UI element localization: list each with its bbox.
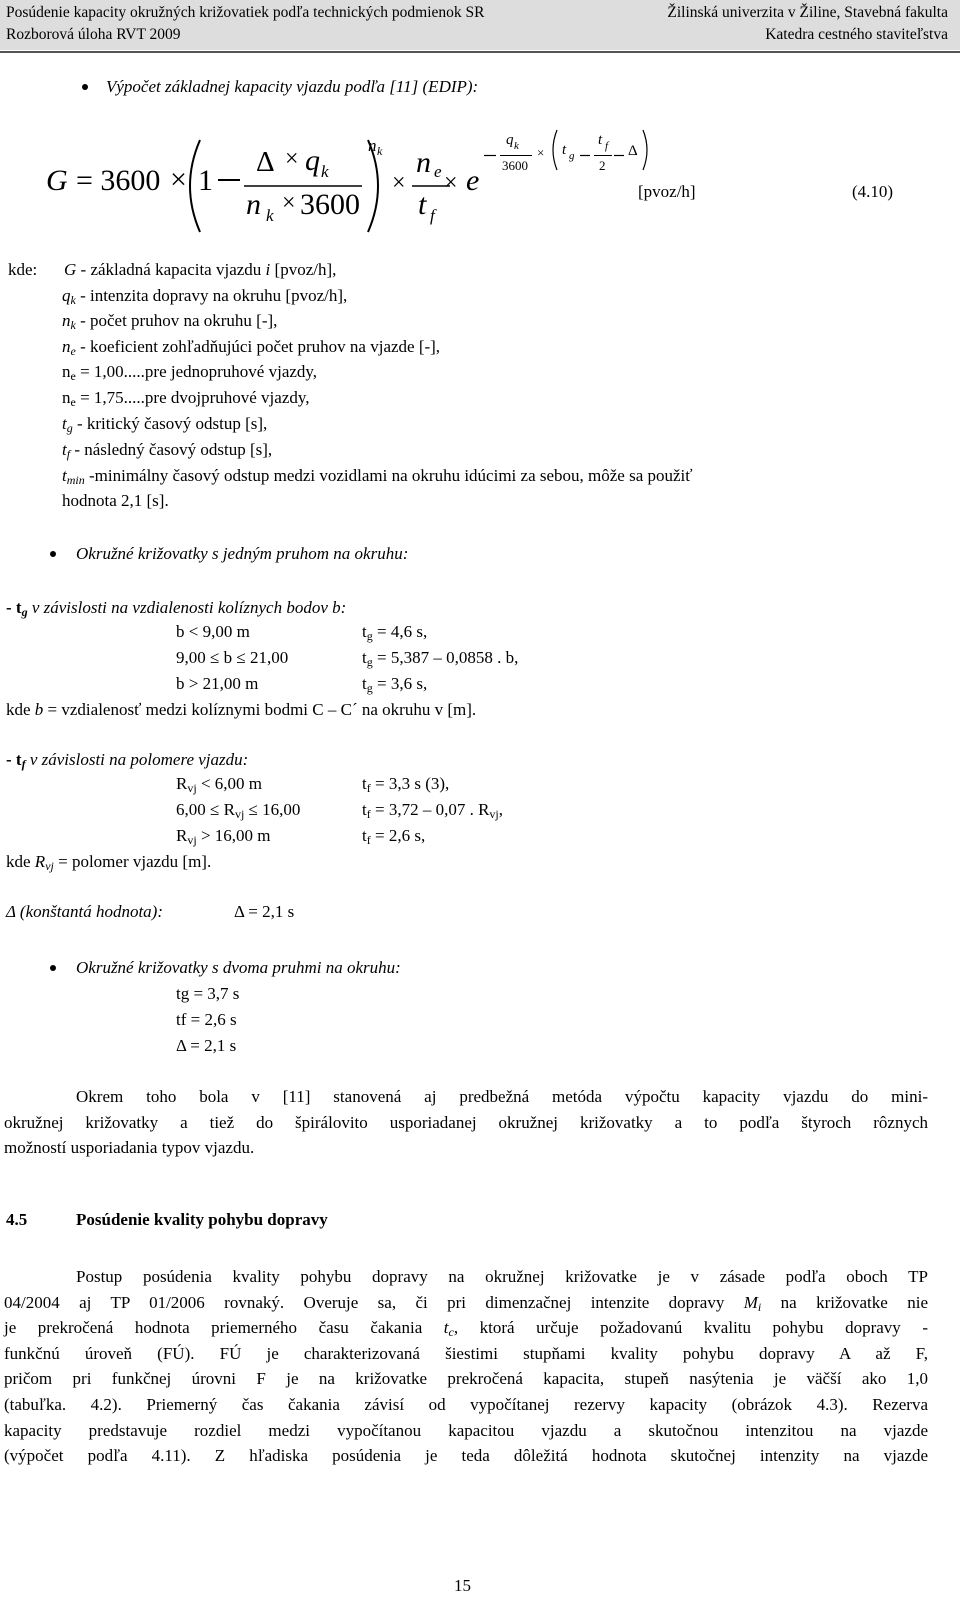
- header-rule: [0, 51, 960, 53]
- tg-row1-right: $t_g = 4,6$ s,: [362, 622, 428, 643]
- section-title: Posúdenie kvality pohybu dopravy: [76, 1210, 328, 1229]
- def-ne: $n_e$ - koeficient zohľadňujúci počet pruhov na vjazde [-],: [62, 337, 441, 358]
- two-lane-delta: Δ = 2,1 s: [176, 1036, 237, 1055]
- two-lane-tg: tg = 3,7 s: [176, 984, 240, 1003]
- kde-label: kde:: [8, 260, 38, 279]
- tf-section-title: - $t_f$ v závislosti na polomere vjazdu:: [6, 750, 249, 771]
- bullet-text-edip: Výpočet základnej kapacity vjazdu podľa [11] (EDIP):: [106, 77, 479, 96]
- formula-exp-tf-sub: f: [605, 140, 609, 152]
- formula-tf-sub: f: [430, 206, 435, 225]
- tg-row1-left: b < 9,00 m: [176, 622, 250, 641]
- minus-icon: [580, 154, 592, 157]
- formula-exp-2: 2: [599, 158, 606, 173]
- bullet-icon: [82, 84, 88, 90]
- minus-icon: [218, 178, 242, 182]
- formula-exp-q: q: [506, 132, 514, 148]
- header-right-line2: Katedra cestného staviteľstva: [765, 26, 948, 43]
- tg-kde: kde b = vzdialenosť medzi kolíznymi bodmi C – C´ na okruhu v [m].: [6, 700, 477, 719]
- formula-q-sub: k: [321, 162, 329, 181]
- def-tmin-cont: hodnota 2,1 [s].: [62, 491, 169, 510]
- paragraph-quality: [4, 1264, 928, 1469]
- two-lane-tf: tf = 2,6 s: [176, 1010, 237, 1029]
- tf-row3-left: $R_{vj} > 16,00$ m: [176, 826, 271, 847]
- tg-row2-left: 9,00 ≤ b ≤ 21,00: [176, 648, 289, 667]
- symbol-t: t: [443, 1318, 449, 1338]
- def-tmin: $t_{min}$ -minimálny časový odstup medzi vozidlami na okruhu idúcimi za sebou, môže sa použiť: [62, 466, 693, 487]
- formula-3600: 3600: [300, 188, 360, 221]
- fraction-bar-icon: [500, 154, 534, 157]
- formula-n: n: [246, 188, 261, 221]
- def-qk: $q_k$ - intenzita dopravy na okruhu [pvoz/h],: [62, 286, 348, 307]
- paragraph-line: Okrem toho bola v [11] stanovená aj predbežná metóda výpočtu kapacity vjazdu do mini-: [76, 1087, 928, 1106]
- paragraph-line: Postup posúdenia kvality pohybu dopravy na okružnej križovatke je v zásade podľa oboch TP: [76, 1267, 928, 1286]
- tf-row2-left: $6,00 \le R_{vj} \le 16,00$: [176, 800, 301, 821]
- formula-times-icon: ×: [282, 190, 296, 216]
- paragraph-line: je prekročená hodnota priemerného času čakania $t_c$, ktorá určuje požadovanú kvalitu pohybu dopravy -: [4, 1318, 929, 1340]
- tf-row1-left: $R_{vj} < 6,00$ m: [176, 774, 262, 795]
- paragraph-line: (tabuľka. 4.2). Priemerný čas čakania závisí od vypočítanej rezervy kapacity (obrázok 4.3). Rezerva: [4, 1394, 928, 1414]
- formula-times-icon: ×: [285, 146, 299, 172]
- paragraph-line: funkčnú úroveň (FÚ). FÚ je charakterizovaná šiestimi stupňami kvality pohybu dopravy A až F,: [4, 1343, 928, 1363]
- formula-exp-tf: t: [598, 132, 603, 148]
- tf-row3-right: $t_f = 2,6$ s,: [362, 826, 426, 847]
- header-right-line1: Žilinská univerzita v Žiline, Stavebná fakulta: [667, 4, 948, 21]
- tf-row2-right: $t_f = 3,72 - 0,07$ . $R_{vj}$,: [362, 800, 504, 821]
- def-ne-1: $n_e = 1,00.....pre$ jednopruhové vjazdy,: [62, 362, 318, 383]
- def-tg: $t_g$ - kritický časový odstup [s],: [62, 414, 268, 435]
- paragraph-line: (výpočet podľa 4.11). Z hľadiska posúdenia je teda dôležitá hodnota skutočnej intenzity na vjazde: [4, 1446, 928, 1466]
- page-header: [0, 0, 960, 50]
- formula-exp-3600: 3600: [502, 158, 528, 173]
- header-left-line2: Rozborová úloha RVT 2009: [6, 26, 181, 43]
- tf-row1-right: $t_f = 3,3$ s (3),: [362, 774, 450, 795]
- formula-exp-n: n: [368, 136, 377, 155]
- formula-ne-n: n: [416, 146, 431, 179]
- paragraph-line: možností usporiadania typov vjazdu.: [4, 1138, 255, 1158]
- tg-section-title: - $t_g$ v závislosti na vzdialenosti kolíznych bodov b:: [6, 598, 347, 619]
- bullet-text-two-lane: Okružné križovatky s dvoma pruhmi na okruhu:: [76, 958, 401, 977]
- bullet-icon: [50, 551, 56, 557]
- def-nk: $n_k$ - počet pruhov na okruhu [-],: [62, 311, 278, 332]
- formula-G: G: [46, 164, 68, 197]
- tg-row2-right: $t_g = 5,387 - 0,0858$ . b,: [362, 648, 519, 669]
- tg-row3-right: $t_g = 3,6$ s,: [362, 674, 428, 695]
- formula-one: 1: [198, 164, 213, 197]
- def-G: G - základná kapacita vjazdu i [pvoz/h],: [64, 260, 337, 279]
- formula-exp-n-sub: k: [377, 144, 383, 158]
- paragraph-line: pričom pri funkčnej úrovni F je na križovatke prekročená kapacita, stupeň nasýtenia je väčší ako 1,0: [4, 1369, 928, 1389]
- formula-exp-base: e: [466, 164, 480, 197]
- minus-icon: [614, 154, 626, 157]
- paragraph-line: okružnej križovatky a tiež do špirálovito usporiadanej okružnej križovatky a to podľa štyroch rôznych: [4, 1112, 928, 1132]
- formula-exp-tg: t: [562, 142, 567, 158]
- def-ne-2: $n_e = 1,75.....pre$ dvojpruhové vjazdy,: [62, 388, 310, 409]
- formula-times-icon: ×: [444, 170, 458, 196]
- right-paren-icon: [640, 128, 652, 172]
- formula-number: (4.10): [852, 182, 894, 201]
- header-left-line1: Posúdenie kapacity okružných križovatiek podľa technických podmienok SR: [6, 4, 485, 21]
- bullet-text-one-lane: Okružné križovatky s jedným pruhom na okruhu:: [76, 544, 409, 563]
- formula-times-icon: ×: [392, 170, 406, 196]
- formula-delta: Δ: [256, 146, 275, 178]
- left-paren-icon: [548, 128, 560, 172]
- bullet-icon: [50, 965, 56, 971]
- paragraph-line: kapacity predstavuje rozdiel medzi vypočítanou kapacitou vjazdu a skutočnou intenzitou na vjazde: [4, 1420, 928, 1440]
- paragraph-line: 04/2004 aj TP 01/2006 rovnaký. Overuje sa, či pri dimenzačnej intenzite dopravy $M_i$ na križovatke nie: [4, 1292, 928, 1314]
- formula-exp-q-sub: k: [514, 140, 519, 152]
- symbol-M: M: [743, 1292, 758, 1312]
- tg-row3-left: b > 21,00 m: [176, 674, 259, 693]
- section-number: 4.5: [6, 1210, 28, 1229]
- formula-n-sub: k: [266, 206, 274, 225]
- formula-exp-tg-sub: g: [569, 150, 575, 162]
- formula-times-icon: ×: [537, 145, 545, 160]
- fraction-bar-icon: [594, 154, 614, 157]
- paragraph-mini-roundabout: [4, 1084, 928, 1161]
- formula-exp-delta: Δ: [628, 143, 638, 159]
- formula-ne-sub: e: [434, 162, 442, 181]
- formula-eq: = 3600: [76, 164, 161, 197]
- minus-icon: [484, 154, 500, 157]
- formula-q: q: [305, 144, 320, 177]
- delta-value: Δ = 2,1 s: [234, 902, 295, 921]
- tf-kde: kde $R_{vj}$ = polomer vjazdu [m].: [6, 852, 212, 873]
- formula-tf-t: t: [418, 188, 427, 221]
- page-number: 15: [454, 1576, 471, 1595]
- formula-unit: [pvoz/h]: [638, 182, 696, 201]
- formula-times-icon: ×: [170, 163, 187, 196]
- def-tf: $t_f$ - následný časový odstup [s],: [62, 440, 273, 461]
- delta-label: Δ (konštantá hodnota):: [6, 902, 163, 921]
